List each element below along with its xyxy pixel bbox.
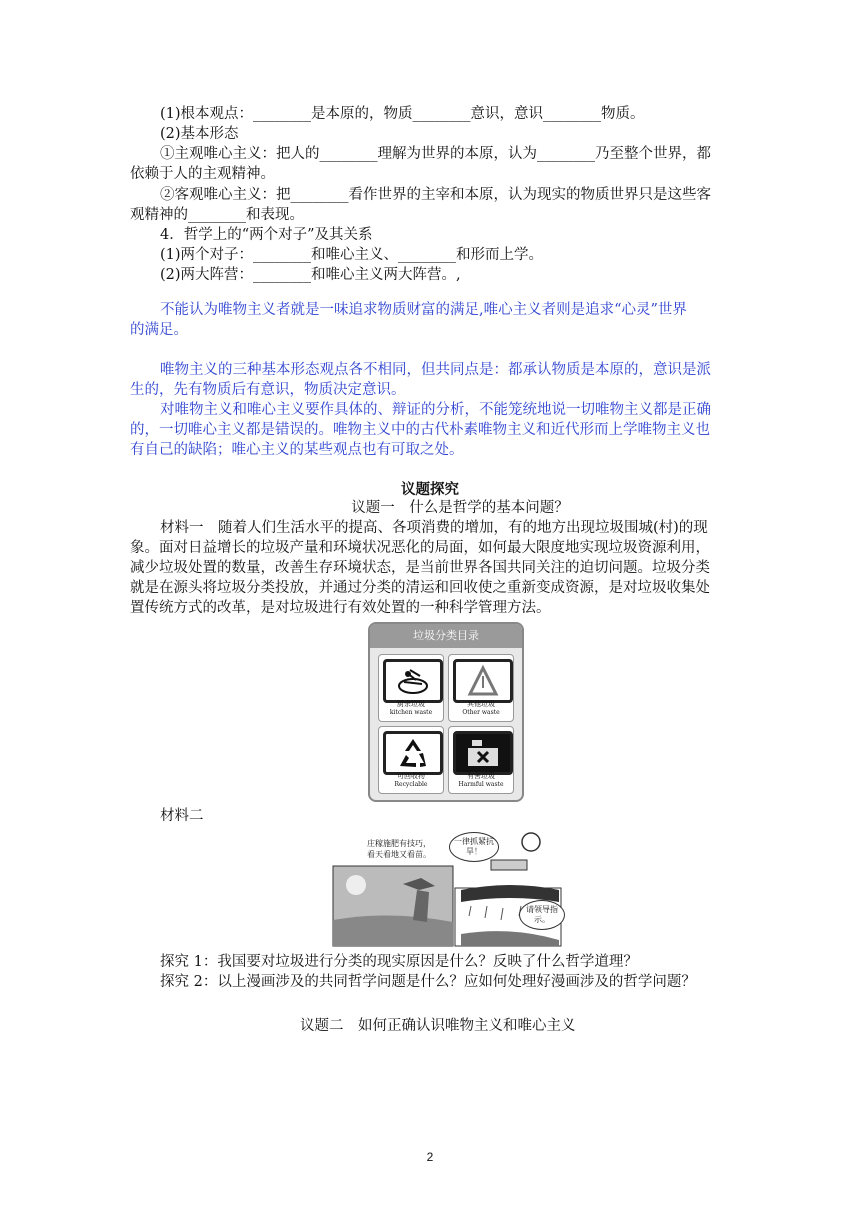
other-waste-bin bbox=[448, 654, 514, 722]
material-line: 就是在源头将垃圾分类投放，并通过分类的清运和回收使之重新变成资源，是对垃圾收集处 bbox=[130, 580, 710, 596]
material-line: 材料一 随着人们生活水平的提高、各项消费的增加，有的地方出现垃圾围城(村)的现 bbox=[160, 520, 708, 536]
material-two-label: 材料二 bbox=[160, 808, 204, 824]
page-number: 2 bbox=[426, 1150, 434, 1164]
cartoon-speech-bubble: 一律抓紧抗旱！ bbox=[449, 832, 499, 862]
recyclable-bin bbox=[378, 726, 444, 794]
text-line: ②客观唯心主义：把________看作世界的主宰和本原，认为现实的物质世界只是这些客 bbox=[160, 187, 711, 203]
other-waste-label-en: Other waste bbox=[462, 709, 500, 716]
note-line: 唯物主义的三种基本形态观点各不相同，但共同点是：都承认物质是本原的，意识是派 bbox=[160, 362, 711, 378]
kitchen-waste-label: 厨余垃圾 bbox=[397, 700, 425, 708]
material-line: 象。面对日益增长的垃圾产量和环境状况恶化的局面，如何最大限度地实现垃圾资源利用， bbox=[130, 540, 710, 556]
harmful-waste-label: 有害垃圾 bbox=[467, 772, 495, 780]
trash-panel-title: 垃圾分类目录 bbox=[370, 624, 522, 648]
material-line: 置传统方式的改革，是对垃圾进行有效处置的一种科学管理方法。 bbox=[130, 600, 551, 616]
text-line: (2)基本形态 bbox=[160, 126, 239, 142]
text-line: (1)两个对子：________和唯心主义、________和形而上学。 bbox=[160, 247, 544, 263]
note-line: 生的，先有物质后有意识，物质决定意识。 bbox=[130, 382, 406, 398]
material-line: 减少垃圾处置的数量，改善生存环境状态，是当前世界各国共同关注的迫切问题。垃圾分类 bbox=[130, 560, 710, 576]
topic-title: 议题二 如何正确认识唯物主义和唯心主义 bbox=[300, 1018, 576, 1034]
trash-classification-figure bbox=[368, 622, 524, 802]
text-line: ①主观唯心主义：把人的________理解为世界的本原，认为________乃至整个世界，都 bbox=[160, 146, 711, 162]
kitchen-waste-bin bbox=[378, 654, 444, 722]
text-line: 依赖于人的主观精神。 bbox=[130, 166, 275, 182]
recycle-icon bbox=[383, 731, 443, 775]
note-line: 有自己的缺陷；唯心主义的某些观点也有可取之处。 bbox=[130, 442, 464, 458]
note-line: 不能认为唯物主义者就是一味追求物质财富的满足,唯心主义者则是追求“心灵”世界 bbox=[160, 302, 687, 318]
question-line: 探究 2：以上漫画涉及的共同哲学问题是什么？应如何处理好漫画涉及的哲学问题？ bbox=[160, 974, 696, 990]
recyclable-label: 可回收物 bbox=[397, 772, 425, 780]
text-line: 4．哲学上的“两个对子”及其关系 bbox=[160, 227, 373, 243]
cartoon-caption-line: 庄稼施肥有技巧， bbox=[367, 839, 431, 848]
other-waste-icon bbox=[453, 659, 513, 703]
cartoon-caption-line: 看天看地又看苗。 bbox=[367, 850, 431, 859]
harmful-waste-bin bbox=[448, 726, 514, 794]
cartoon-speech-bubble: 请领导指示。 bbox=[519, 900, 565, 930]
recyclable-label-en: Recyclable bbox=[394, 781, 428, 788]
harmful-waste-label-en: Harmful waste bbox=[458, 781, 504, 788]
note-line: 对唯物主义和唯心主义要作具体的、辩证的分析，不能笼统地说一切唯物主义都是正确 bbox=[160, 402, 711, 418]
kitchen-waste-label-en: kitchen waste bbox=[389, 709, 433, 716]
note-line: 的，一切唯心主义都是错误的。唯物主义中的古代朴素唯物主义和近代形而上学唯物主义也 bbox=[130, 422, 710, 438]
kitchen-waste-icon bbox=[383, 659, 443, 703]
other-waste-label: 其他垃圾 bbox=[467, 700, 495, 708]
cartoon-illustration bbox=[331, 830, 563, 948]
text-line: 观精神的________和表现。 bbox=[130, 207, 304, 223]
text-line: (1)根本观点：________是本原的，物质________意识，意识________物质。 bbox=[160, 106, 645, 122]
section-heading: 议题探究 bbox=[401, 481, 459, 498]
question-line: 探究 1：我国要对垃圾进行分类的现实原因是什么？反映了什么哲学道理？ bbox=[160, 954, 638, 970]
topic-title: 议题一 什么是哲学的基本问题？ bbox=[351, 500, 569, 516]
text-line: (2)两大阵营：________和唯心主义两大阵营。, bbox=[160, 267, 461, 283]
harmful-waste-icon bbox=[453, 731, 513, 775]
note-line: 的满足。 bbox=[130, 322, 188, 338]
